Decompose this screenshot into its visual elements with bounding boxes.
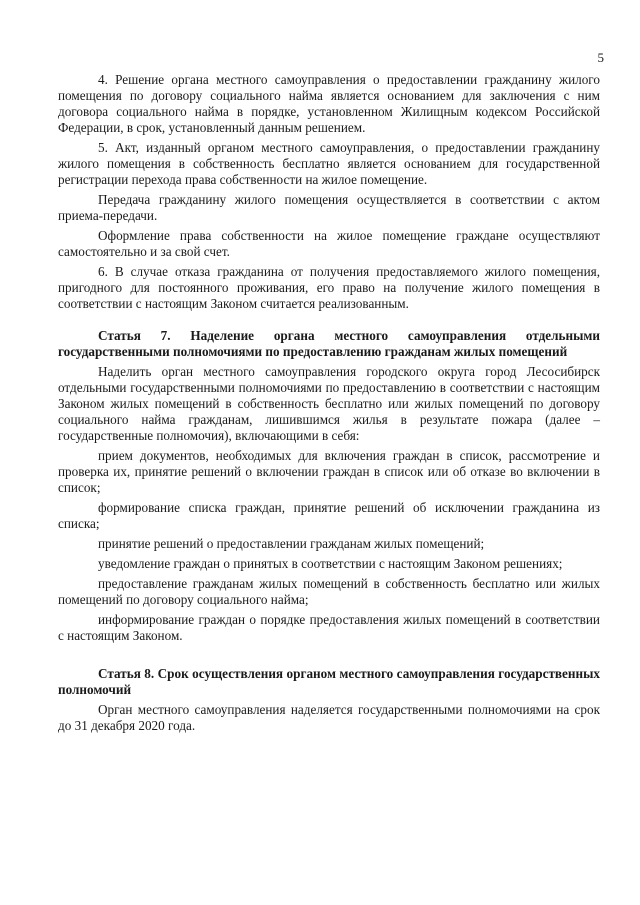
page-number: 5 bbox=[597, 50, 604, 65]
paragraph-4: 4. Решение органа местного самоуправления о предоставлении гражданину жилого помещения по договору социального найма является основанием для заключения с ним договора социального найма в порядке, установленном Жилищным кодексом Российской Федерации, в срок, установленный данным решением. bbox=[58, 72, 600, 135]
article-7-heading: Статья 7. Наделение органа местного самоуправления отдельными государственными полномочиями по предоставлению гражданам жилых помещений bbox=[58, 328, 600, 359]
article-7-item: принятие решений о предоставлении гражданам жилых помещений; bbox=[98, 536, 485, 551]
article-7-item: информирование граждан о порядке предоставления жилых помещений в соответствии с настоящим Законом. bbox=[58, 612, 600, 643]
article-7-item: уведомление граждан о принятых в соответствии с настоящим Законом решениях; bbox=[98, 556, 563, 571]
article-8-text: Орган местного самоуправления наделяется государственными полномочиями на срок до 31 декабря 2020 года. bbox=[58, 702, 600, 733]
article-7-item: предоставление гражданам жилых помещений в собственность бесплатно или жилых помещений по договору социального найма; bbox=[58, 576, 600, 607]
paragraph-transfer: Передача гражданину жилого помещения осуществляется в соответствии с актом приема-передачи. bbox=[58, 192, 600, 223]
paragraph-5: 5. Акт, изданный органом местного самоуправления, о предоставлении гражданину жилого помещения в собственность бесплатно является основанием для государственной регистрации перехода права собственности на жилое помещение. bbox=[58, 140, 600, 187]
article-8-heading: Статья 8. Срок осуществления органом местного самоуправления государственных полномочий bbox=[58, 666, 600, 697]
article-7-item: прием документов, необходимых для включения граждан в список, рассмотрение и проверка их, принятие решений о включении граждан в список или об отказе во включении в список; bbox=[58, 448, 600, 495]
article-7-intro: Наделить орган местного самоуправления городского округа город Лесосибирск отдельными государственными полномочиями по предоставлению в соответствии с настоящим Законом жилых помещений в собственность бесплатно или жилых помещений по договору социального найма гражданам, лишившимся жилья в результате пожара (далее – государственные полномочия), включающими в себя: bbox=[58, 364, 600, 443]
paragraph-6: 6. В случае отказа гражданина от получения предоставляемого жилого помещения, пригодного для постоянного проживания, его право на получение жилого помещения в соответствии с настоящим Законом считается реализованным. bbox=[58, 264, 600, 311]
article-7-item: формирование списка граждан, принятие решений об исключении гражданина из списка; bbox=[58, 500, 600, 531]
paragraph-registration: Оформление права собственности на жилое помещение граждане осуществляют самостоятельно и за свой счет. bbox=[58, 228, 600, 259]
document-body bbox=[58, 72, 600, 734]
